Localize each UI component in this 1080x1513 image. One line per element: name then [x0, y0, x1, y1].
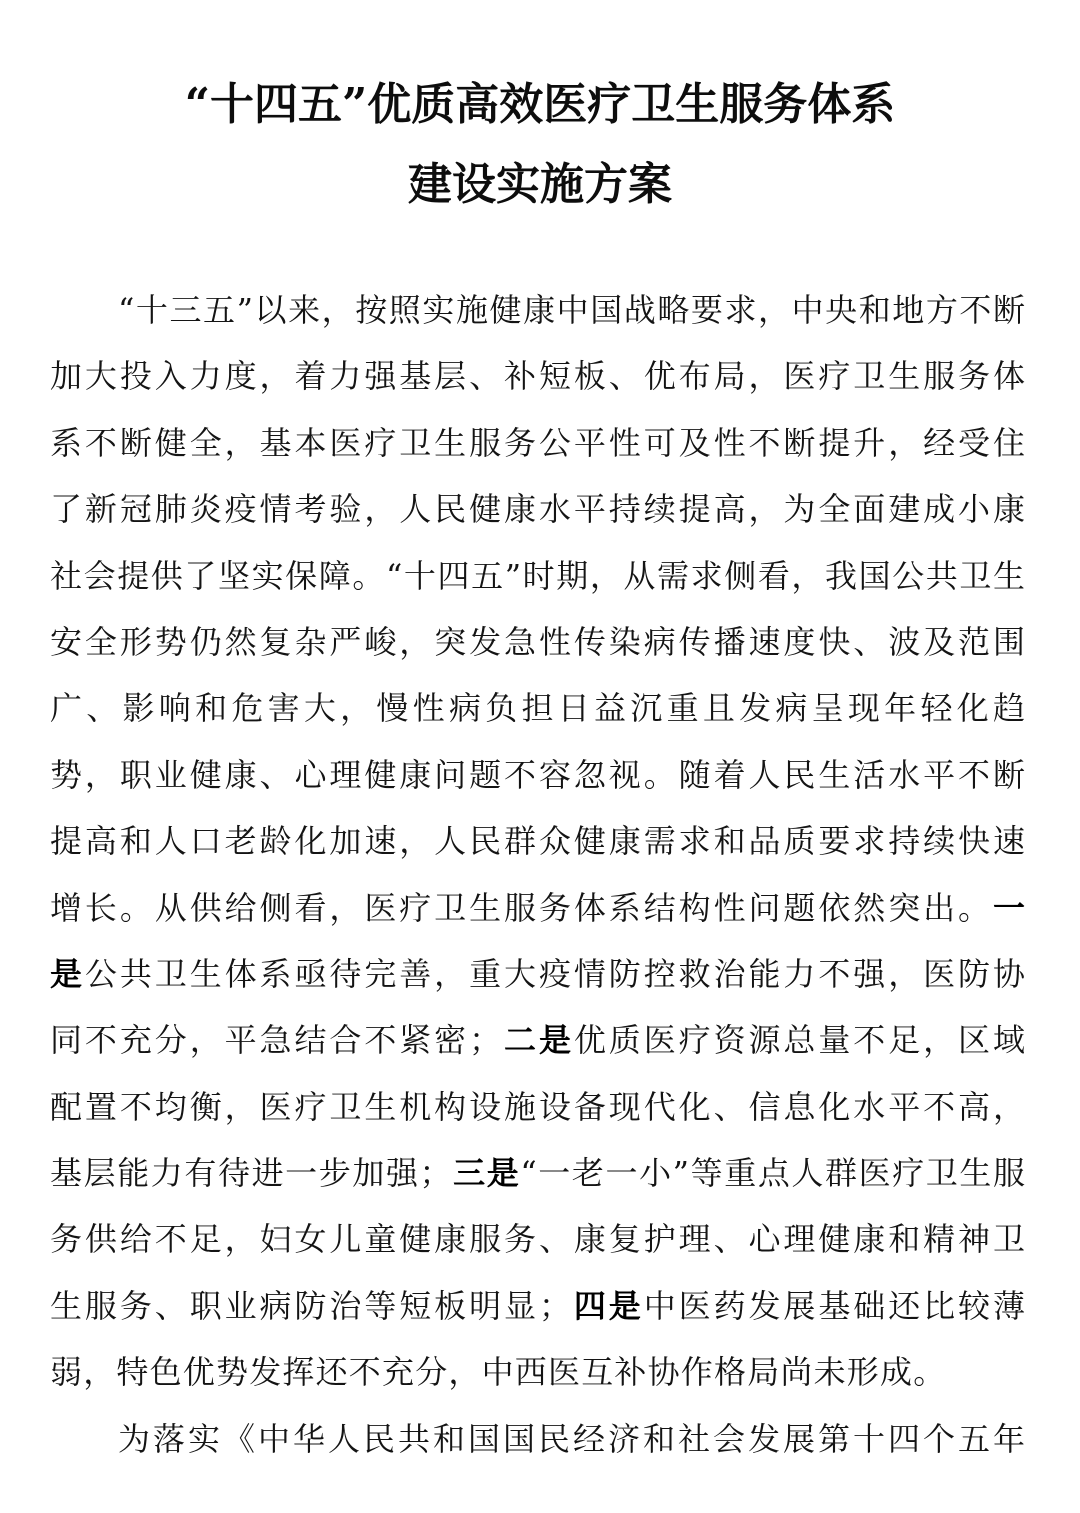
text-segment: 公共卫生体系亟待完善，重大疫情防控救治能力不强，医防协 [84, 954, 1025, 993]
text-segment: “一老一小”等重点人群医疗卫生服 [520, 1154, 1025, 1193]
text-line [50, 1074, 1025, 1140]
text-line [50, 1273, 1025, 1339]
paragraph-2 [50, 1406, 1025, 1472]
text-line [50, 343, 1025, 409]
bold-text: 二是 [501, 1021, 574, 1060]
text-line [50, 476, 1025, 542]
text-line [50, 1339, 1025, 1405]
text-segment: 提高和人口老龄化加速，人民群众健康需求和品质要求持续快速 [50, 822, 1025, 861]
text-segment: 务供给不足，妇女儿童健康服务、康复护理、心理健康和精神卫 [50, 1220, 1025, 1259]
document-body [50, 277, 1025, 1472]
text-line [50, 742, 1025, 808]
text-line [50, 675, 1025, 741]
text-segment: 广、影响和危害大，慢性病负担日益沉重且发病呈现年轻化趋 [50, 689, 1025, 728]
text-segment: “十三五”以来，按照实施健康中国战略要求，中央和地方不断 [118, 291, 1025, 329]
text-segment: 弱，特色优势发挥还不充分，中西医互补协作格局尚未形成。 [50, 1353, 947, 1392]
text-segment: 增长。从供给侧看，医疗卫生服务体系结构性问题依然突出。 [50, 888, 993, 927]
bold-text: 三是 [451, 1154, 521, 1193]
text-line [50, 875, 1025, 941]
text-line [50, 808, 1025, 874]
text-line [50, 609, 1025, 675]
text-segment: 了新冠肺炎疫情考验，人民健康水平持续提高，为全面建成小康 [50, 490, 1025, 529]
text-line [50, 1140, 1025, 1206]
text-line [50, 1206, 1025, 1272]
bold-text: 是 [50, 954, 85, 993]
bold-text: 一 [992, 888, 1025, 927]
text-line [50, 1406, 1025, 1472]
document-title [0, 65, 1080, 225]
text-segment: 势，职业健康、心理健康问题不容忽视。随着人民生活水平不断 [50, 755, 1025, 794]
text-line [50, 543, 1025, 609]
text-segment: 为落实《中华人民共和国国民经济和社会发展第十四个五年 [118, 1419, 1025, 1458]
text-segment: 系不断健全，基本医疗卫生服务公平性可及性不断提升，经受住 [50, 423, 1025, 462]
text-line [50, 277, 1025, 343]
text-segment: 社会提供了坚实保障。“十四五”时期，从需求侧看，我国公共卫生 [50, 556, 1025, 595]
title-line-2: 建设实施方案 [408, 159, 672, 210]
text-line [50, 1007, 1025, 1073]
text-segment: 配置不均衡，医疗卫生机构设施设备现代化、信息化水平不高， [50, 1087, 1025, 1126]
paragraph-1 [50, 277, 1025, 1406]
text-segment: 安全形势仍然复杂严峻，突发急性传染病传播速度快、波及范围 [50, 622, 1025, 661]
text-segment: 优质医疗资源总量不足，区域 [573, 1021, 1025, 1060]
text-segment: 中医药发展基础还比较薄 [643, 1286, 1025, 1325]
text-segment: 生服务、职业病防治等短板明显； [50, 1286, 571, 1325]
text-segment: 加大投入力度，着力强基层、补短板、优布局，医疗卫生服务体 [50, 357, 1025, 396]
text-segment: 基层能力有待进一步加强； [50, 1154, 452, 1193]
text-segment: 同不充分，平急结合不紧密； [50, 1021, 502, 1060]
text-line [50, 941, 1025, 1007]
bold-text: 四是 [570, 1286, 644, 1325]
title-line-1: “十四五”优质高效医疗卫生服务体系 [184, 79, 896, 130]
text-line [50, 410, 1025, 476]
